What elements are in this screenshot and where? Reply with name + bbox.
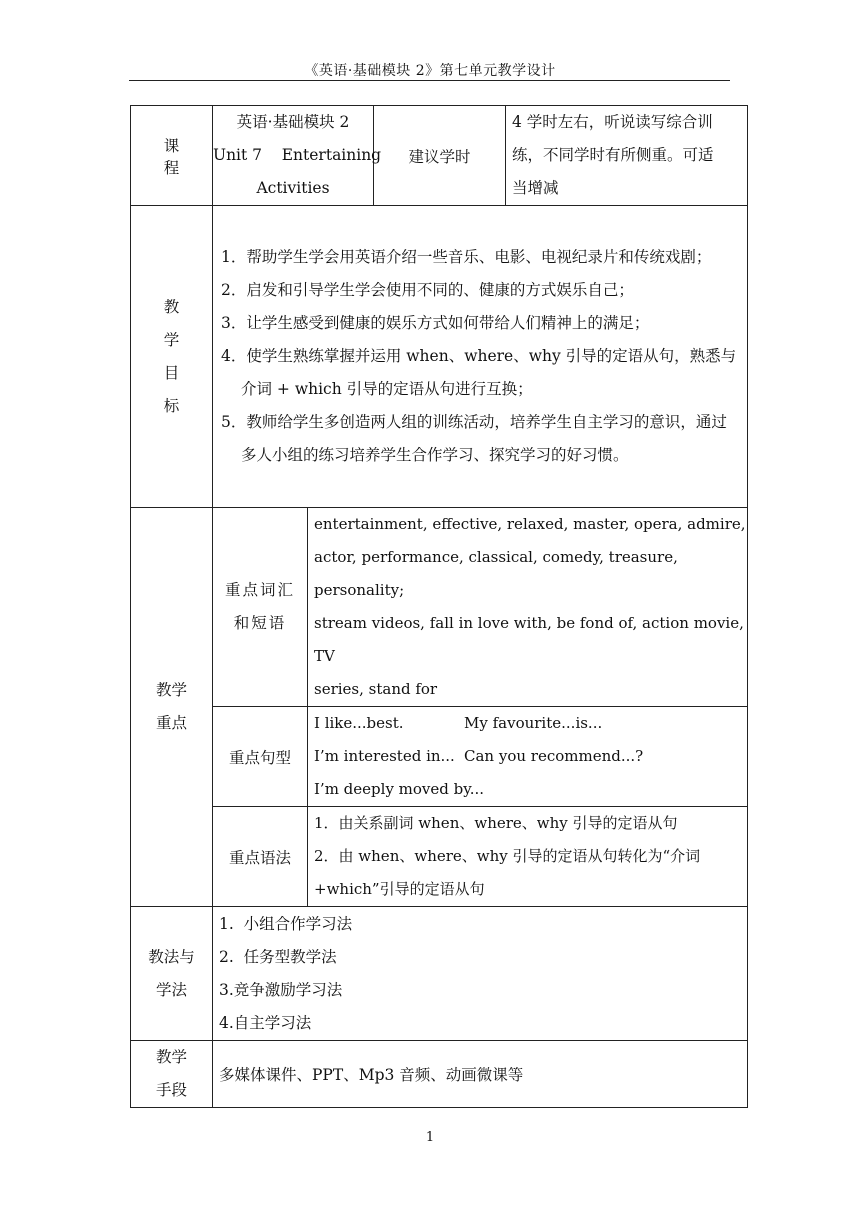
course-name-line: Activities (256, 179, 330, 197)
hours-line: 练，不同学时有所侧重。可适 (512, 146, 714, 164)
page-number: 1 (425, 1130, 435, 1145)
methods-label (131, 907, 213, 1041)
sentence-pattern: I like...best. (314, 714, 404, 732)
method-item: 2. 任务型教学法 (219, 947, 337, 966)
grammar-cell (308, 807, 748, 907)
course-name-cell (213, 106, 382, 206)
method-item: 1. 小组合作学习法 (219, 914, 353, 933)
key-points-label-line: 重点 (155, 714, 187, 732)
methods-label-line: 学法 (155, 980, 187, 999)
vocab-row (131, 508, 748, 707)
sentences-label: 重点句型 (213, 707, 308, 807)
grammar-line: +which”引导的定语从句 (314, 880, 485, 898)
sentence-pattern: Can you recommend...? (464, 747, 644, 765)
lesson-plan-table (130, 105, 748, 1108)
key-points-label-line: 教学 (155, 681, 187, 699)
sentence-line (314, 740, 747, 773)
vocab-line: entertainment, effective, relaxed, master, opera, admire, (314, 515, 746, 533)
sentences-cell (308, 707, 748, 807)
sentence-line (314, 707, 747, 740)
vocab-line: series, stand for (314, 680, 438, 698)
goals-label-char: 标 (163, 396, 180, 415)
key-points-label (131, 508, 213, 907)
goal-item: 1．帮助学生学会用英语介绍一些音乐、电影、电视纪录片和传统戏剧； (221, 248, 712, 266)
method-item: 4.自主学习法 (219, 1013, 312, 1032)
vocab-label-line: 重点词汇 (224, 581, 295, 599)
goals-label-char: 目 (163, 363, 180, 382)
goals-label (131, 206, 213, 508)
methods-cell (213, 907, 748, 1041)
course-name-line: Unit 7 Entertaining (213, 146, 382, 164)
document-header: 《英语·基础模块 2》第七单元教学设计 (304, 63, 556, 79)
course-label: 课程 (131, 106, 213, 206)
vocab-cell (308, 508, 748, 707)
methods-label-line: 教法与 (148, 947, 195, 966)
goal-item: 2．启发和引导学生学会使用不同的、健康的方式娱乐自己； (221, 281, 634, 299)
tools-label-line: 手段 (155, 1081, 187, 1099)
vocab-line: stream videos, fall in love with, be fond of, action movie, TV (314, 614, 744, 665)
goal-item: 5．教师给学生多创造两人组的训练活动，培养学生自主学习的意识，通过多人小组的练习培养学生合作学习、探究学习的好习惯。 (221, 413, 727, 464)
header-rule (129, 80, 730, 81)
hours-label: 建议学时 (374, 106, 506, 206)
vocab-label (213, 508, 308, 707)
sentence-pattern: I’m interested in... (314, 747, 455, 765)
grammar-line: 1．由关系副词 when、where、why 引导的定语从句 (314, 814, 678, 832)
sentence-line: I’m deeply moved by... (314, 780, 485, 798)
grammar-label: 重点语法 (213, 807, 308, 907)
tools-label (131, 1041, 213, 1108)
goals-row (131, 206, 748, 508)
goals-label-char: 教 (163, 297, 180, 316)
goal-item: 3．让学生感受到健康的娱乐方式如何带给人们精神上的满足； (221, 314, 650, 332)
grammar-line: 2．由 when、where、why 引导的定语从句转化为“介词 (314, 847, 701, 865)
hours-cell (506, 106, 748, 206)
hours-line: 4 学时左右，听说读写综合训 (512, 113, 713, 131)
tools-cell: 多媒体课件、PPT、Mp3 音频、动画微课等 (213, 1041, 748, 1108)
sentence-pattern: My favourite...is... (464, 714, 603, 732)
tools-label-line: 教学 (155, 1048, 187, 1066)
hours-line: 当增减 (512, 179, 559, 197)
goal-item: 4．使学生熟练掌握并运用 when、where、why 引导的定语从句，熟悉与介词 + which 引导的定语从句进行互换； (221, 347, 737, 398)
course-row (131, 106, 748, 206)
sentences-row (131, 707, 748, 807)
goals-label-char: 学 (163, 330, 180, 349)
vocab-line: actor, performance, classical, comedy, treasure, personality; (314, 548, 678, 599)
grammar-row (131, 807, 748, 907)
method-item: 3.竞争激励学习法 (219, 980, 343, 999)
vocab-label-line: 和短语 (233, 614, 287, 632)
goals-cell (213, 206, 748, 508)
tools-row (131, 1041, 748, 1108)
course-name-line: 英语·基础模块 2 (236, 113, 350, 131)
methods-row (131, 907, 748, 1041)
